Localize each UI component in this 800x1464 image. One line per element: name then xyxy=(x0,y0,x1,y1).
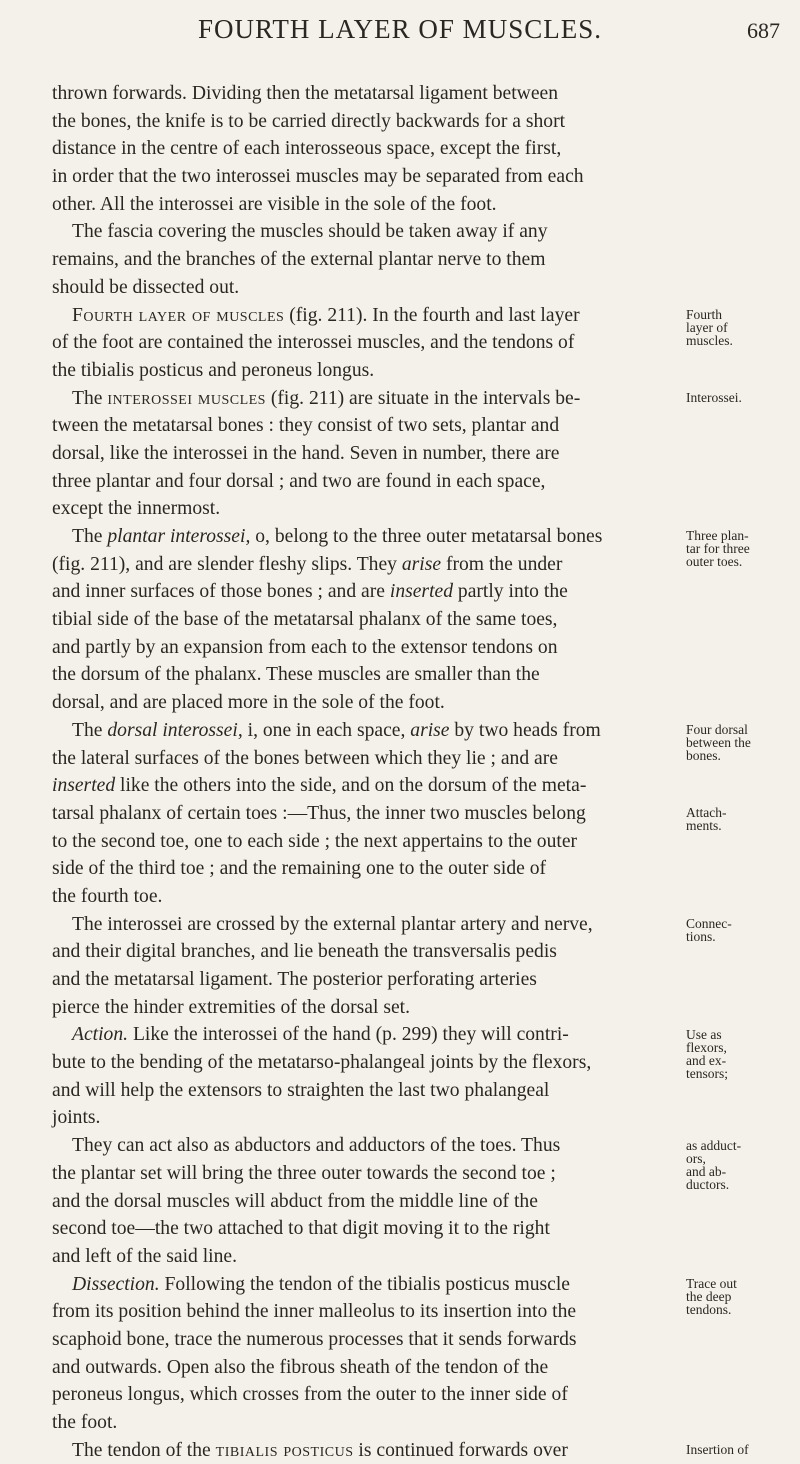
text-run: the fourth toe. xyxy=(52,885,163,907)
text-run: partly into the xyxy=(453,581,568,603)
text-run: and will help the extensors to straighten the last two phalangeal xyxy=(52,1079,550,1101)
text-run: The xyxy=(72,387,108,409)
margin-note-line: Interossei. xyxy=(686,389,742,405)
text-run: by two heads from xyxy=(449,719,601,741)
margin-note-line: layer of xyxy=(686,319,728,335)
margin-note-line: bones. xyxy=(686,748,721,764)
margin-note-line: and ex- xyxy=(686,1052,727,1068)
margin-note xyxy=(686,529,798,568)
text-run: thrown forwards. Dividing then the metatarsal ligament between xyxy=(52,83,559,104)
margin-note-line: Four dorsal xyxy=(686,722,748,738)
italic-run: inserted xyxy=(52,775,116,797)
text-line xyxy=(52,938,678,966)
text-run: They can act also as abductors and adductors of the toes. Thus xyxy=(72,1135,561,1157)
text-run: the tibialis posticus and peroneus longus. xyxy=(52,359,375,381)
text-line xyxy=(52,246,678,274)
running-head: FOURTH LAYER OF MUSCLES. xyxy=(198,14,602,44)
text-line xyxy=(52,1326,678,1354)
text-run: the bones, the knife is to be carried directly backwards for a short xyxy=(52,110,566,132)
text-run: dorsal, like the interossei in the hand. Seven in number, there are xyxy=(52,442,560,464)
text-run: Following the tendon of the tibialis posticus muscle xyxy=(159,1273,570,1295)
text-line xyxy=(52,883,678,911)
text-run: from the under xyxy=(441,553,563,575)
text-line xyxy=(52,1215,678,1243)
text-run: The tendon of the xyxy=(72,1439,216,1461)
text-run: i, one in each space, xyxy=(242,719,411,741)
text-line xyxy=(52,1381,678,1409)
text-line xyxy=(52,994,678,1022)
text-line xyxy=(52,1243,678,1271)
text-line xyxy=(52,745,678,773)
margin-note xyxy=(686,1443,798,1456)
text-line xyxy=(52,551,678,579)
margin-note xyxy=(686,1277,798,1316)
margin-note xyxy=(686,391,798,404)
text-run: (fig. 211) are situate in the intervals be- xyxy=(265,387,581,409)
margin-note-line: Three plan- xyxy=(686,528,749,544)
margin-note-line: Connec- xyxy=(686,916,732,931)
page-header xyxy=(0,14,800,54)
text-run: bute to the bending of the metatarso-phalangeal joints by the flexors, xyxy=(52,1052,592,1074)
text-line xyxy=(52,1437,678,1464)
small-caps-run: interossei muscles xyxy=(107,387,266,409)
margin-note xyxy=(686,308,798,347)
text-run: to the second toe, one to each side ; the next appertains to the outer xyxy=(52,830,578,852)
text-line xyxy=(52,1132,678,1160)
text-line xyxy=(52,855,678,883)
text-run: and inner surfaces of those bones ; and are xyxy=(52,581,390,603)
text-run: distance in the centre of each interosseous space, except the first, xyxy=(52,138,562,160)
text-run: The fascia covering the muscles should be taken away if any xyxy=(72,221,548,243)
text-line xyxy=(52,357,678,385)
text-run: peroneus longus, which crosses from the outer to the inner side of xyxy=(52,1384,568,1406)
text-line xyxy=(52,634,678,662)
text-line xyxy=(52,911,678,939)
margin-note-line: Use as xyxy=(686,1026,722,1042)
italic-run: plantar interossei, xyxy=(107,526,251,547)
text-run: tarsal phalanx of certain toes :—Thus, the inner two muscles belong xyxy=(52,802,586,824)
text-line xyxy=(52,523,678,551)
text-run: is continued forwards over xyxy=(353,1439,568,1461)
italic-run: arise xyxy=(410,719,450,741)
text-run: and the dorsal muscles will abduct from the middle line of the xyxy=(52,1190,538,1212)
text-line xyxy=(52,689,678,717)
text-run: the lateral surfaces of the bones between which they lie ; and are xyxy=(52,747,558,769)
text-run: The xyxy=(72,719,108,741)
text-line xyxy=(52,1298,678,1326)
text-run: (fig. 211). In the fourth and last layer xyxy=(284,304,580,326)
text-line xyxy=(52,495,678,523)
text-run: The interossei are crossed by the external plantar artery and nerve, xyxy=(72,913,593,935)
text-run: from its position behind the inner malleolus to its insertion into the xyxy=(52,1301,577,1323)
margin-note-line: tions. xyxy=(686,929,716,944)
italic-run: dorsal interossei, xyxy=(107,719,243,741)
text-line xyxy=(52,1160,678,1188)
text-line xyxy=(52,1271,678,1299)
italic-run: arise xyxy=(401,553,442,575)
margin-note xyxy=(686,1139,798,1191)
text-run: joints. xyxy=(52,1107,101,1129)
margin-note-line: the deep xyxy=(686,1289,732,1305)
margin-note-line: tar for three xyxy=(686,541,750,557)
text-run: in order that the two interossei muscles may be separated from each xyxy=(52,166,584,188)
text-run: o, belong to the three outer metatarsal bones xyxy=(250,526,603,547)
margin-note xyxy=(686,917,798,943)
text-line xyxy=(52,1409,678,1437)
text-run: The xyxy=(72,526,108,547)
text-run: the plantar set will bring the three outer towards the second toe ; xyxy=(52,1162,556,1184)
margin-note-line: flexors, xyxy=(686,1039,727,1055)
margin-note-line: and ab- xyxy=(686,1163,727,1179)
margin-note-line: Insertion of xyxy=(686,1442,749,1458)
text-run: and the metatarsal ligament. The posterior perforating arteries xyxy=(52,969,537,990)
text-line xyxy=(52,274,678,302)
main-text xyxy=(52,80,678,1464)
italic-run: Action. xyxy=(72,1024,129,1046)
text-run: three plantar and four dorsal ; and two are found in each space, xyxy=(52,470,546,492)
page-number: 687 xyxy=(747,18,780,43)
text-line xyxy=(52,1021,678,1049)
text-run: pierce the hinder extremities of the dorsal set. xyxy=(52,996,410,1018)
margin-note-line: Trace out xyxy=(686,1276,737,1292)
text-line xyxy=(52,412,678,440)
margin-note xyxy=(686,1028,798,1080)
margin-note-line: Fourth xyxy=(686,306,723,322)
text-line xyxy=(52,135,678,163)
text-run: the foot. xyxy=(52,1412,118,1433)
text-line xyxy=(52,1077,678,1105)
margin-note-line: ments. xyxy=(686,818,722,834)
margin-note-line: tendons. xyxy=(686,1302,732,1318)
text-run: and left of the said line. xyxy=(52,1245,237,1267)
small-caps-run: tibialis posticus xyxy=(215,1439,354,1461)
margin-note xyxy=(686,806,798,832)
text-run: (fig. 211), and are slender fleshy slips. They xyxy=(52,553,402,575)
text-line xyxy=(52,1188,678,1216)
text-run: Like the interossei of the hand (p. 299) they will contri- xyxy=(128,1024,569,1046)
text-run: of the foot are contained the interossei muscles, and the tendons of xyxy=(52,332,575,354)
text-run: like the others into the side, and on the dorsum of the meta- xyxy=(115,775,587,797)
margin-note-line: muscles. xyxy=(686,332,733,348)
text-line xyxy=(52,1104,678,1132)
text-run: side of the third toe ; and the remaining one to the outer side of xyxy=(52,858,547,880)
text-run: tween the metatarsal bones : they consist of two sets, plantar and xyxy=(52,415,560,437)
text-run: tibial side of the base of the metatarsal phalanx of the same toes, xyxy=(52,609,558,631)
text-line xyxy=(52,1049,678,1077)
text-line xyxy=(52,772,678,800)
text-line xyxy=(52,191,678,219)
text-run: and outwards. Open also the fibrous sheath of the tendon of the xyxy=(52,1356,549,1378)
text-line xyxy=(52,828,678,856)
text-line xyxy=(52,302,678,330)
text-line xyxy=(52,606,678,634)
text-line xyxy=(52,329,678,357)
margin-note-line: tensors; xyxy=(686,1065,728,1081)
text-line xyxy=(52,218,678,246)
text-line xyxy=(52,717,678,745)
margin-note xyxy=(686,723,798,762)
text-line xyxy=(52,578,678,606)
text-run: except the innermost. xyxy=(52,498,221,520)
margin-note-line: ductors. xyxy=(686,1176,730,1192)
text-line xyxy=(52,80,678,108)
text-run: remains, and the branches of the external plantar nerve to them xyxy=(52,249,546,271)
italic-run: inserted xyxy=(389,581,453,603)
text-line xyxy=(52,966,678,994)
text-line xyxy=(52,163,678,191)
text-line xyxy=(52,385,678,413)
margin-note-line: ors, xyxy=(686,1150,706,1166)
text-line xyxy=(52,108,678,136)
text-run: scaphoid bone, trace the numerous processes that it sends forwards xyxy=(52,1328,577,1350)
margin-note-line: outer toes. xyxy=(686,554,743,570)
text-line xyxy=(52,440,678,468)
text-run: and partly by an expansion from each to the extensor tendons on xyxy=(52,636,558,658)
text-line xyxy=(52,800,678,828)
margin-note-line: as adduct- xyxy=(686,1137,742,1153)
text-run: other. All the interossei are visible in the sole of the foot. xyxy=(52,193,497,215)
small-caps-run: Fourth layer of muscles xyxy=(72,304,285,326)
text-run: the dorsum of the phalanx. These muscles are smaller than the xyxy=(52,664,540,686)
italic-run: Dissection. xyxy=(72,1273,160,1295)
text-run: second toe—the two attached to that digit moving it to the right xyxy=(52,1218,550,1240)
text-line xyxy=(52,468,678,496)
text-line xyxy=(52,1354,678,1382)
margin-note-line: between the xyxy=(686,735,751,751)
margin-note-line: Attach- xyxy=(686,805,727,821)
text-line xyxy=(52,661,678,689)
text-run: should be dissected out. xyxy=(52,276,240,298)
text-run: and their digital branches, and lie beneath the transversalis pedis xyxy=(52,941,557,963)
text-run: dorsal, and are placed more in the sole of the foot. xyxy=(52,692,445,714)
